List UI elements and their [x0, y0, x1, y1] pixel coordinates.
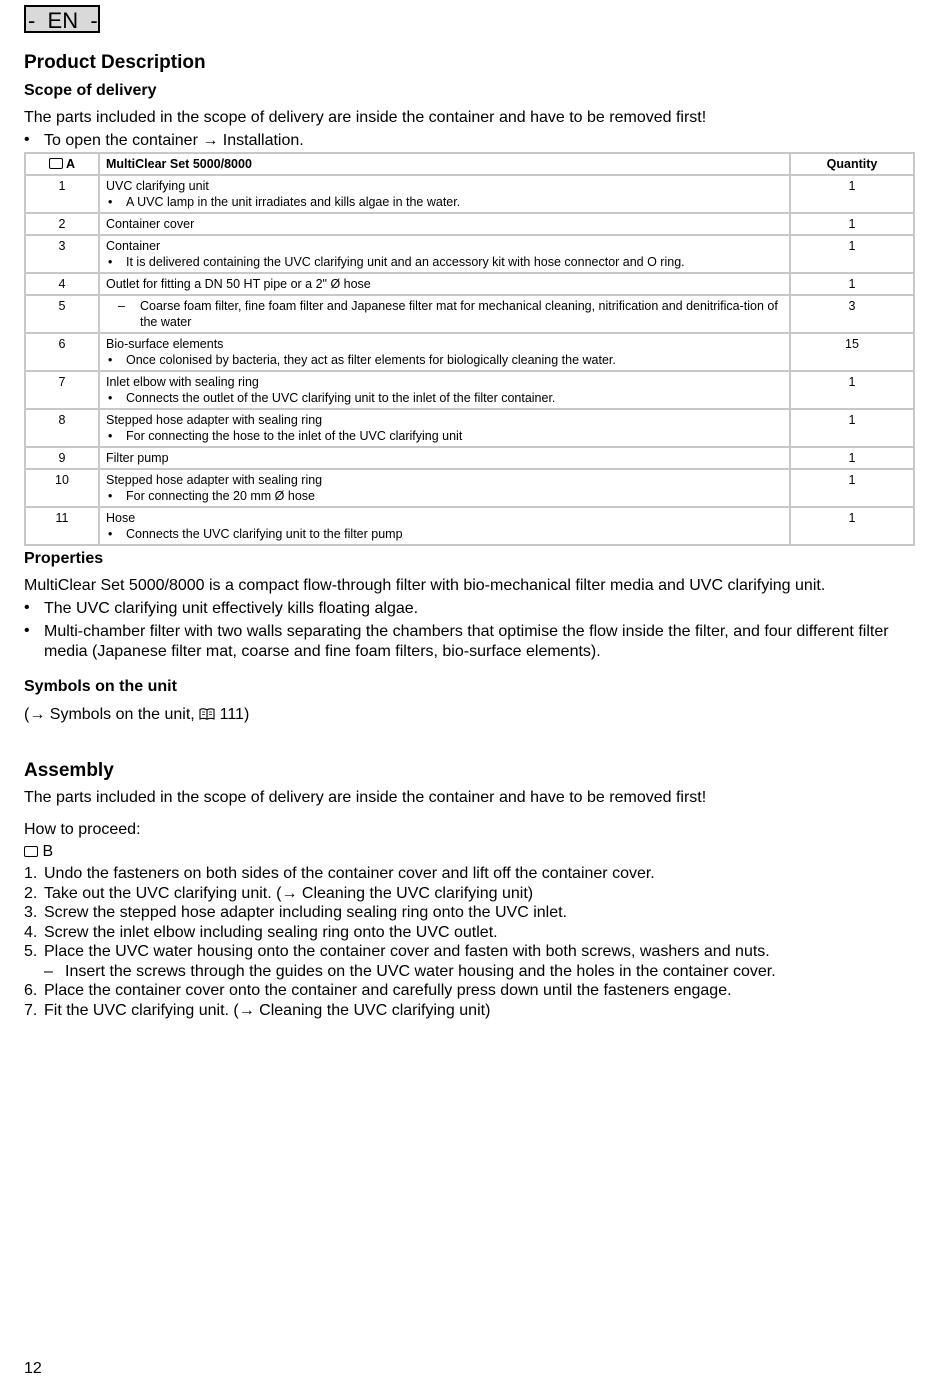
symbols-ref-prefix: (→ Symbols on the unit,: [24, 706, 200, 723]
row-description: [99, 409, 790, 447]
symbols-reference: [24, 706, 249, 724]
list-item: 2. Take out the UVC clarifying unit. (→ Cleaning the UVC clarifying unit): [24, 884, 534, 902]
row-note: • For connecting the 20 mm Ø hose: [108, 489, 315, 503]
figure-reference: [24, 843, 53, 861]
row-note: – Coarse foam filter, fine foam filter and Japanese filter mat for mechanical cleaning, nitrification and denitrifica-tion of the water: [118, 299, 778, 329]
row-quantity: 1: [790, 507, 914, 545]
list-item: 1. Undo the fasteners on both sides of the container cover and lift off the container cover.: [24, 865, 655, 882]
table-header-product: MultiClear Set 5000/8000: [99, 153, 790, 175]
row-name: Filter pump: [99, 447, 790, 469]
row-note: • A UVC lamp in the unit irradiates and kills algae in the water.: [108, 195, 461, 209]
symbols-heading: Symbols on the unit: [24, 678, 177, 695]
row-quantity: 1: [790, 235, 914, 273]
row-description: [99, 295, 790, 333]
properties-bullet: [24, 599, 914, 619]
list-item: 6. Place the container cover onto the container and carefully press down until the fasteners engage.: [24, 982, 732, 999]
scope-of-delivery-heading: Scope of delivery: [24, 82, 157, 99]
row-quantity: 1: [790, 213, 914, 235]
scope-intro: The parts included in the scope of delivery are inside the container and have to be removed first!: [24, 109, 707, 126]
row-number: 7: [25, 371, 99, 409]
row-number: 4: [25, 273, 99, 295]
row-note: • It is delivered containing the UVC clarifying unit and an accessory kit with hose connector and O ring.: [108, 255, 685, 269]
table-row: [25, 273, 914, 295]
row-note: • Once colonised by bacteria, they act as filter elements for biologically cleaning the water.: [108, 353, 616, 367]
row-description: [99, 507, 790, 545]
row-number: 9: [25, 447, 99, 469]
row-name: Hose: [106, 511, 136, 525]
row-quantity: 1: [790, 447, 914, 469]
symbols-ref-suffix: 111): [215, 706, 250, 723]
table-header-quantity: Quantity: [790, 153, 914, 175]
assembly-steps: [24, 864, 914, 1020]
row-description: [99, 175, 790, 213]
assembly-heading: Assembly: [24, 760, 114, 781]
row-quantity: 1: [790, 409, 914, 447]
row-note: • Connects the outlet of the UVC clarifying unit to the inlet of the filter container.: [108, 391, 556, 405]
figure-label: B: [42, 843, 54, 860]
figure-icon: [49, 158, 63, 169]
row-description: [99, 333, 790, 371]
bullet-dot: •: [24, 131, 30, 148]
bullet-dot: •: [24, 622, 30, 639]
scope-bullet: [24, 131, 914, 151]
table-row: [25, 295, 914, 333]
list-subitem: – Insert the screws through the guides on the UVC water housing and the holes in the container cover.: [44, 962, 776, 980]
row-quantity: 1: [790, 469, 914, 507]
row-number: 6: [25, 333, 99, 371]
book-icon: [199, 708, 215, 720]
row-name: Stepped hose adapter with sealing ring: [106, 413, 323, 427]
row-quantity: 3: [790, 295, 914, 333]
table-row: [25, 333, 914, 371]
list-item: 3. Screw the stepped hose adapter including sealing ring onto the UVC inlet.: [24, 904, 567, 921]
list-item: 4. Screw the inlet elbow including sealing ring onto the UVC outlet.: [24, 923, 498, 941]
table-header-row: [25, 153, 914, 175]
table-row: [25, 447, 914, 469]
list-item: 7. Fit the UVC clarifying unit. (→ Cleaning the UVC clarifying unit): [24, 1001, 491, 1019]
scope-of-delivery-table: [24, 152, 915, 546]
row-name: Inlet elbow with sealing ring: [106, 375, 259, 389]
product-description-heading: Product Description: [24, 52, 206, 73]
row-description: [99, 469, 790, 507]
properties-heading: Properties: [24, 550, 104, 567]
row-quantity: 15: [790, 333, 914, 371]
row-name: UVC clarifying unit: [106, 179, 209, 193]
row-number: 10: [25, 469, 99, 507]
row-quantity: 1: [790, 371, 914, 409]
how-to-proceed: How to proceed:: [24, 821, 141, 838]
row-note: • Connects the UVC clarifying unit to the filter pump: [108, 527, 403, 541]
bullet-dot: •: [24, 599, 30, 616]
row-quantity: 1: [790, 273, 914, 295]
row-name: Container: [106, 239, 161, 253]
row-number: 3: [25, 235, 99, 273]
page-number: 12: [24, 1360, 42, 1377]
row-number: 8: [25, 409, 99, 447]
language-badge: - EN -: [24, 5, 100, 33]
row-quantity: 1: [790, 175, 914, 213]
row-description: [99, 371, 790, 409]
properties-bullet-text: Multi-chamber filter with two walls separating the chambers that optimise the flow inside the filter, and four different filter media (Japanese filter mat, coarse and fine foam filters, bio-surface elements).: [44, 623, 889, 660]
row-number: 2: [25, 213, 99, 235]
row-number: 1: [25, 175, 99, 213]
list-item: 5. Place the UVC water housing onto the container cover and fasten with both screws, washers and nuts.: [24, 943, 770, 960]
table-row: [25, 175, 914, 213]
table-row: [25, 409, 914, 447]
properties-bullet: [24, 622, 914, 662]
table-row: [25, 213, 914, 235]
row-name: Bio-surface elements: [106, 337, 224, 351]
row-note: • For connecting the hose to the inlet of the UVC clarifying unit: [108, 429, 463, 443]
figure-label: A: [65, 157, 76, 171]
properties-bullet-text: The UVC clarifying unit effectively kills floating algae.: [44, 600, 419, 617]
row-name: Stepped hose adapter with sealing ring: [106, 473, 323, 487]
figure-icon: [24, 846, 38, 857]
table-header-figure: [25, 153, 99, 175]
table-row: [25, 507, 914, 545]
row-name: Container cover: [99, 213, 790, 235]
assembly-intro: The parts included in the scope of delivery are inside the container and have to be removed first!: [24, 789, 707, 806]
scope-bullet-text: To open the container → Installation.: [44, 132, 304, 149]
properties-intro: MultiClear Set 5000/8000 is a compact flow-through filter with bio-mechanical filter media and UVC clarifying unit.: [24, 577, 826, 594]
table-row: [25, 235, 914, 273]
table-row: [25, 469, 914, 507]
row-name: Outlet for fitting a DN 50 HT pipe or a 2" Ø hose: [99, 273, 790, 295]
row-number: 11: [25, 507, 99, 545]
table-row: [25, 371, 914, 409]
row-description: [99, 235, 790, 273]
row-number: 5: [25, 295, 99, 333]
